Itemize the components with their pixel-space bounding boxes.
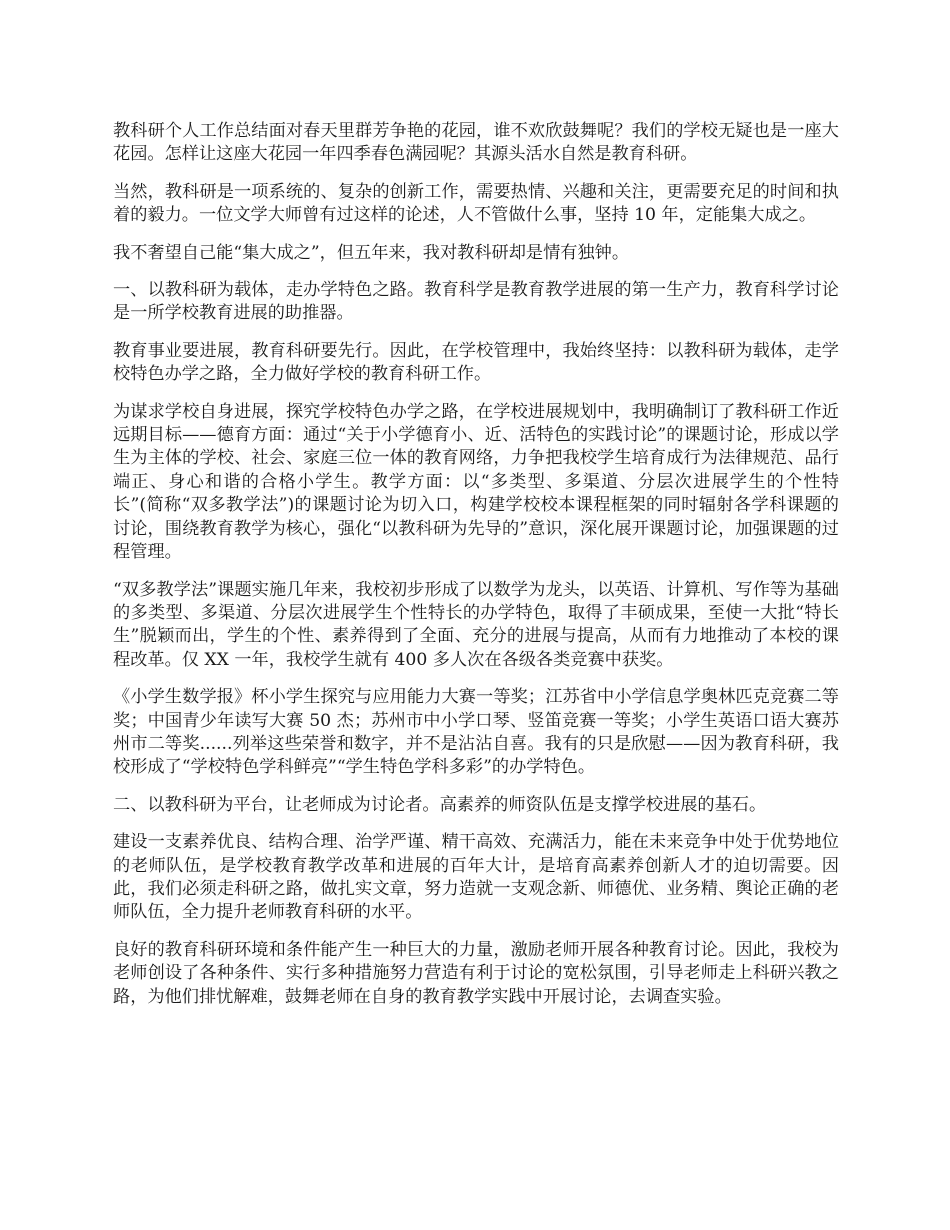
paragraph-environment: 良好的教育科研环境和条件能产生一种巨大的力量，激励老师开展各种教育讨论。因此，我校为老师创设了各种条件、实行多种措施努力营造有利于讨论的宽松氛围，引导老师走上科研兴教之路，为他们排忧解难，鼓舞老师在自身的教育教学实践中开展讨论，去调查实验。 xyxy=(113,939,839,1007)
paragraph-section-two-heading: 二、以教科研为平台，让老师成为讨论者。高素养的师资队伍是支撑学校进展的基石。 xyxy=(113,794,767,815)
paragraph-persistence: 当然，教科研是一项系统的、复杂的创新工作，需要热情、兴趣和关注，更需要充足的时间和执着的毅力。一位文学大师曾有过这样的论述，人不管做什么事，坚持 10 年，定能集大成之。 xyxy=(113,181,839,226)
paragraph-teacher-team: 建设一支素养优良、结构合理、治学严谨、精干高效、充满活力，能在未来竞争中处于优势地位的老师队伍，是学校教育教学改革和进展的百年大计，是培育高素养创新人才的迫切需要。因此，我们必须走科研之路，做扎实文章，努力造就一支观念新、师德优、业务精、舆论正确的老师队伍，全力提升老师教育科研的水平。 xyxy=(113,832,839,923)
paragraph-section-one-heading: 一、以教科研为载体，走办学特色之路。教育科学是教育教学进展的第一生产力，教育科学讨论是一所学校教育进展的助推器。 xyxy=(113,280,839,324)
paragraph-intro: 教科研个人工作总结面对春天里群芳争艳的花园，谁不欢欣鼓舞呢？我们的学校无疑也是一座大花园。怎样让这座大花园一年四季春色满园呢？其源头活水自然是教育科研。 xyxy=(113,121,839,165)
document-body xyxy=(113,120,839,1023)
paragraph-awards: 《小学生数学报》杯小学生探究与应用能力大赛一等奖；江苏省中小学信息学奥林匹克竞赛二等奖；中国青少年读写大赛 50 杰；苏州市中小学口琴、竖笛竞赛一等奖；小学生英语口语大赛苏州市二等奖......列举这些荣誉和数字，并不是沾沾自喜。我有的只是欣慰——因为教育科研，我校形成了“学校特色学科鲜亮”“学生特色学科多彩”的办学特色。 xyxy=(113,687,839,778)
paragraph-double-method: “双多教学法”课题实施几年来，我校初步形成了以数学为龙头，以英语、计算机、写作等为基础的多类型、多渠道、分层次进展学生个性特长的办学特色，取得了丰硕成果，至使一大批“特长生”脱颖而出，学生的个性、素养得到了全面、充分的进展与提高，从而有力地推动了本校的课程改革。仅 XX 一年，我校学生就有 400 多人次在各级各类竞赛中获奖。 xyxy=(113,579,839,670)
paragraph-passion: 我不奢望自己能“集大成之”，但五年来，我对教科研却是情有独钟。 xyxy=(113,242,630,263)
paragraph-goals: 为谋求学校自身进展，探究学校特色办学之路，在学校进展规划中，我明确制订了教科研工作近远期目标——德育方面：通过“关于小学德育小、近、活特色的实践讨论”的课题讨论，形成以学生为主体的学校、社会、家庭三位一体的教育网络，力争把我校学生培育成行为法律规范、品行端正、身心和谐的合格小学生。教学方面：以“多类型、多渠道、分层次进展学生的个性特长”(简称“双多教学法”)的课题讨论为切入口，构建学校校本课程框架的同时辐射各学科课题的讨论，围绕教育教学为核心，强化“以教科研为先导的”意识，深化展开课题讨论，加强课题的过程管理。 xyxy=(113,401,839,563)
paragraph-research-first: 教育事业要进展，教育科研要先行。因此，在学校管理中，我始终坚持：以教科研为载体，走学校特色办学之路，全力做好学校的教育科研工作。 xyxy=(113,340,839,385)
